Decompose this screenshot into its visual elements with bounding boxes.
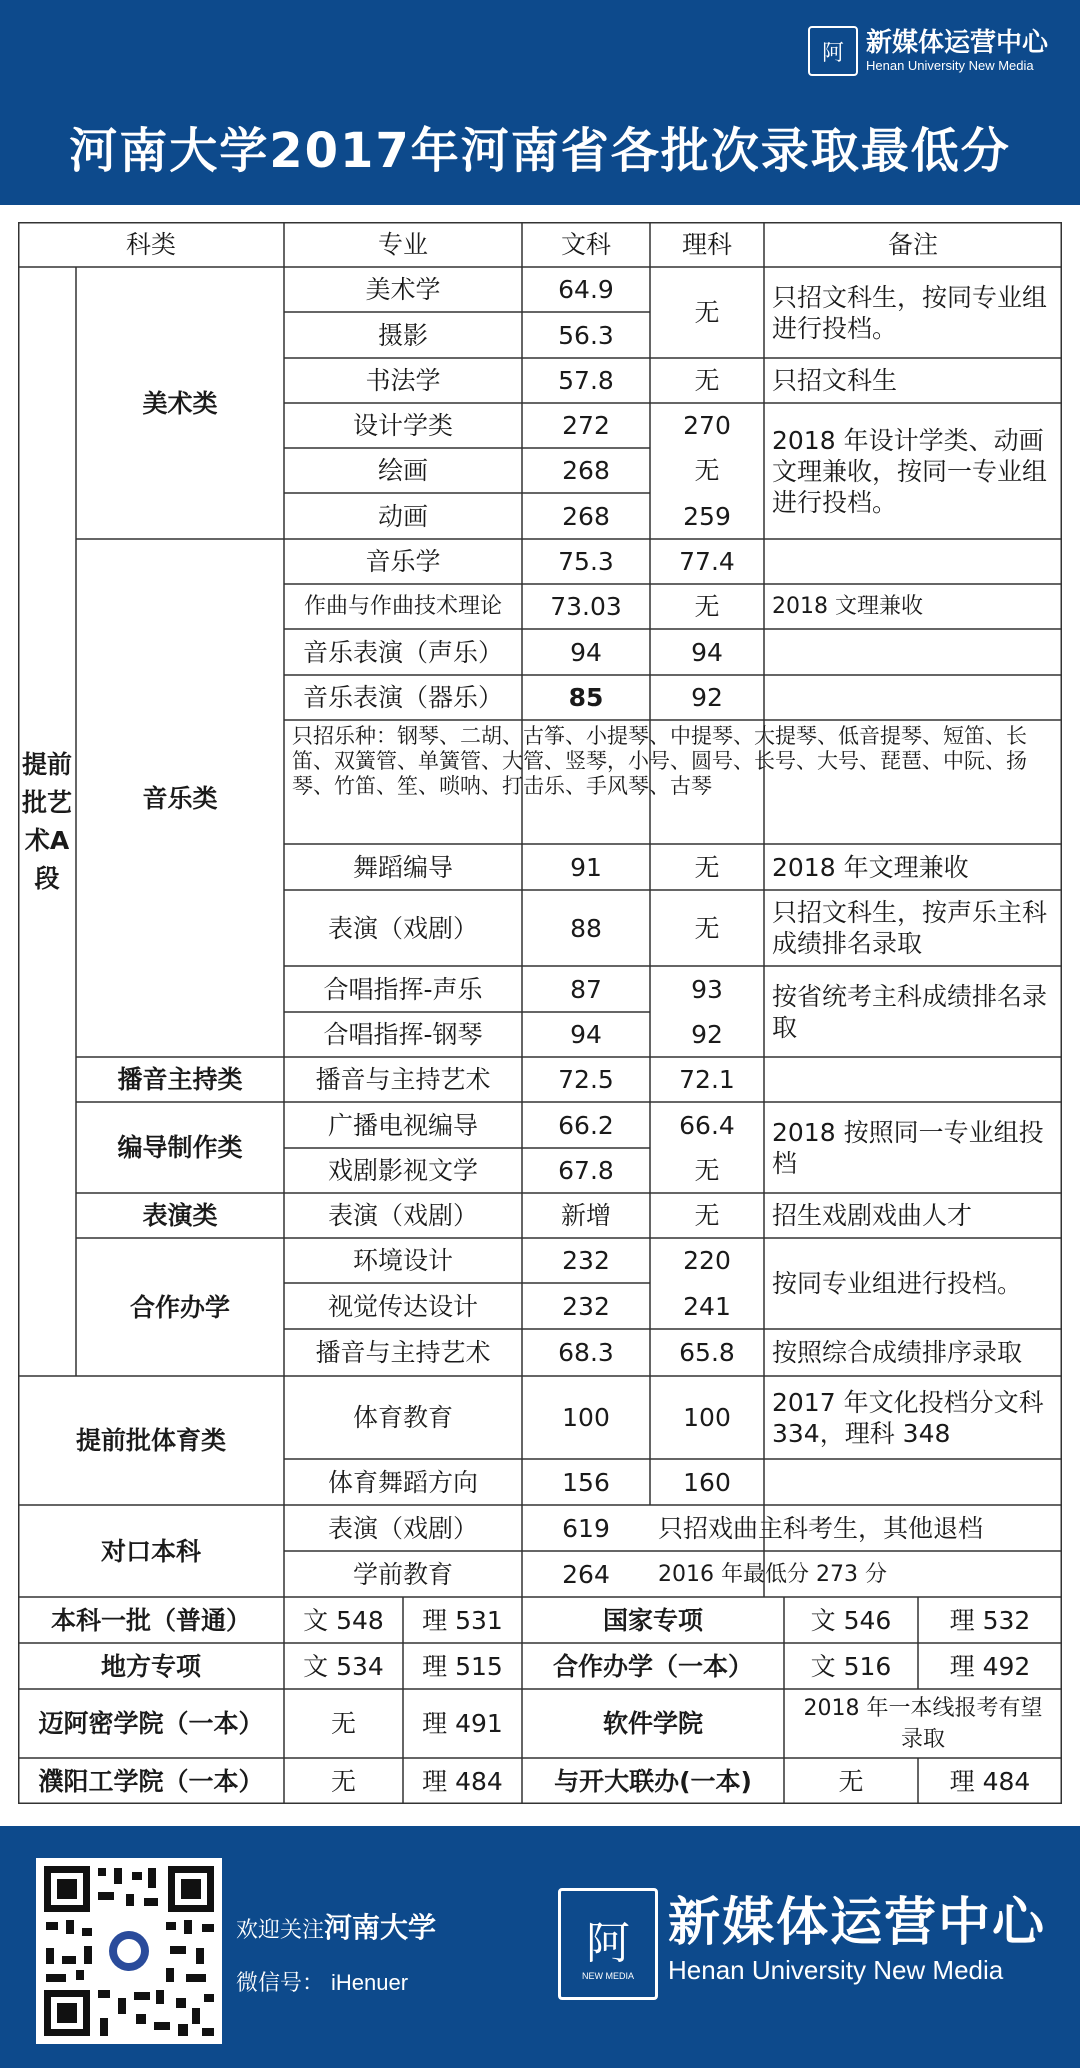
science-score: 160: [683, 1467, 731, 1497]
science-score: 259: [683, 501, 731, 531]
new-media-logo-large-icon: 阿 NEW MEDIA: [558, 1888, 658, 2000]
header-logo-text: 新媒体运营中心: [865, 28, 1048, 58]
major-cell: 体育教育: [352, 1403, 453, 1432]
major-cell: 合唱指挥-声乐: [323, 974, 483, 1004]
arts-score: 272: [562, 411, 610, 440]
arts-score: 57.8: [558, 366, 614, 395]
major-cell: 学前教育: [352, 1559, 453, 1589]
note-sports: 2017 年文化投档分文科 334，理科 348: [772, 1387, 1044, 1448]
summary-score: 文 516: [810, 1651, 892, 1681]
note-counterpart-preschool: 2016 年最低分 273 分: [658, 1561, 887, 1587]
arts-score: 100: [562, 1403, 610, 1432]
arts-score: 268: [562, 456, 610, 485]
arts-score: 156: [562, 1467, 610, 1497]
arts-score: 232: [562, 1246, 610, 1275]
brand-en: Henan University New Media: [668, 1955, 1004, 1985]
science-score: 94: [691, 637, 723, 667]
summary-score: 理 531: [422, 1605, 503, 1635]
major-cell: 合唱指挥-钢琴: [323, 1020, 483, 1049]
major-cell: 绘画: [377, 456, 428, 485]
note-fine-arts: 只招文科生，按同专业组进行投档。: [772, 282, 1048, 343]
arts-score: 88: [570, 913, 602, 943]
major-cell: 舞蹈编导: [352, 852, 453, 882]
major-cell: 设计学类: [352, 411, 453, 440]
summary-note: 2018 年一本线报考有望录取: [803, 1695, 1043, 1752]
summary-score: 理 491: [422, 1709, 503, 1738]
arts-score: 新增: [560, 1201, 611, 1230]
instrument-list-note: 只招乐种：钢琴、二胡、古筝、小提琴、中提琴、大提琴、低音提琴、短笛、长笛、双簧管、单簧管、大管、竖琴，小号、圆号、长号、大号、琵琶、中阮、扬琴、竹笛、笙、唢呐、打击乐、手风琴、古琴: [292, 724, 1027, 798]
header-major: 专业: [377, 230, 428, 259]
summary-score: 文 534: [303, 1651, 384, 1681]
summary-score: 无: [330, 1766, 356, 1796]
major-cell: 音乐表演（声乐）: [302, 637, 503, 667]
arts-score: 232: [562, 1291, 610, 1321]
major-cell: 广播电视编导: [327, 1110, 478, 1140]
logo-caption: NEW MEDIA: [581, 1971, 634, 1981]
arts-score: 67.8: [558, 1156, 614, 1185]
welcome-university: 河南大学: [324, 1911, 437, 1944]
header-category: 科类: [125, 230, 176, 259]
major-cell: 表演（戏剧）: [327, 1513, 478, 1543]
major-cell: 音乐学: [365, 547, 441, 576]
note-directing: 2018 按照同一专业组投档: [772, 1117, 1044, 1178]
arts-score: 94: [570, 637, 602, 667]
note-calligraphy: 只招文科生: [772, 366, 898, 395]
group-directing: 编导制作类: [117, 1133, 243, 1162]
summary-score: 理 515: [422, 1651, 503, 1681]
arts-score: 264: [562, 1559, 610, 1589]
footer-banner: [0, 1826, 1080, 2068]
group-broadcast: 播音主持类: [117, 1065, 243, 1094]
science-score: 无: [694, 366, 720, 395]
science-score: 66.4: [679, 1110, 735, 1140]
group-cooperative: 合作办学: [129, 1292, 230, 1322]
arts-score: 64.9: [558, 275, 614, 304]
summary-score: 文 546: [810, 1605, 892, 1635]
note-drama: 招生戏剧戏曲人才: [772, 1201, 973, 1230]
science-score: 92: [691, 1020, 723, 1049]
major-cell: 视觉传达设计: [327, 1291, 478, 1321]
group-counterpart: 对口本科: [100, 1536, 201, 1566]
note-performance: 只招文科生，按声乐主科成绩排名录取: [772, 898, 1048, 958]
science-score: 无: [694, 852, 720, 882]
summary-score: 文 548: [303, 1605, 384, 1635]
major-cell: 表演（戏剧）: [327, 913, 478, 943]
summary-name: 合作办学（一本）: [552, 1651, 753, 1681]
header-arts: 文科: [560, 230, 611, 259]
major-cell: 体育舞蹈方向: [327, 1467, 478, 1497]
page-title: 河南大学2017年河南省各批次录取最低分: [69, 123, 1011, 179]
header-science: 理科: [681, 230, 732, 259]
arts-score: 85: [568, 683, 604, 712]
science-score: 241: [683, 1291, 731, 1321]
admission-score-table: [18, 222, 1062, 1804]
summary-score: 理 492: [949, 1651, 1031, 1681]
major-cell: 播音与主持艺术: [315, 1338, 491, 1367]
major-cell: 作曲与作曲技术理论: [303, 594, 502, 619]
footer-welcome: [236, 1906, 436, 1946]
summary-name: 软件学院: [602, 1709, 703, 1738]
note-dance: 2018 年文理兼收: [772, 852, 969, 882]
summary-name: 国家专项: [602, 1605, 703, 1635]
summary-name: 地方专项: [100, 1651, 201, 1681]
arts-score: 619: [562, 1513, 610, 1543]
science-score: 100: [683, 1403, 731, 1432]
summary-score: 理 484: [949, 1766, 1031, 1796]
science-score: 220: [683, 1246, 731, 1275]
header-note: 备注: [887, 230, 938, 259]
science-score: 92: [691, 683, 723, 712]
major-cell: 书法学: [365, 366, 441, 395]
arts-score: 56.3: [558, 320, 614, 350]
science-score: 无: [694, 456, 720, 485]
science-score: 无: [694, 1201, 720, 1230]
brand-cn: 新媒体运营中心: [668, 1893, 1047, 1953]
science-score: 72.1: [679, 1065, 735, 1094]
note-chorus: 按省统考主科成绩排名录取: [772, 981, 1048, 1042]
summary-name: 濮阳工学院（一本）: [38, 1766, 264, 1796]
arts-score: 72.5: [558, 1065, 614, 1094]
science-score: 77.4: [679, 547, 735, 576]
arts-score: 91: [570, 852, 602, 882]
footer-brand: [668, 1892, 1046, 1986]
header-logo: [808, 26, 1048, 76]
science-score: 65.8: [679, 1338, 735, 1367]
summary-score: 无: [330, 1709, 356, 1738]
note-composition: 2018 文理兼收: [772, 594, 923, 619]
summary-name: 本科一批（普通）: [50, 1605, 251, 1635]
major-cell: 摄影: [377, 320, 428, 350]
footer-wechat: [236, 1966, 408, 1997]
arts-score: 68.3: [558, 1338, 614, 1367]
new-media-logo-icon: 阿: [808, 26, 858, 76]
wechat-label: 微信号：: [236, 1971, 325, 1996]
group-performance: 表演类: [142, 1201, 218, 1230]
header-logo-en: Henan University New Media: [865, 58, 1034, 73]
science-score: 93: [691, 974, 723, 1004]
wechat-id: iHenuer: [331, 1970, 409, 1995]
summary-score: 无: [838, 1766, 864, 1796]
qr-code-icon: [36, 1858, 222, 2044]
arts-score: 268: [562, 501, 610, 531]
arts-score: 75.3: [558, 547, 614, 576]
group-fine-arts: 美术类: [142, 388, 218, 418]
science-score: 无: [694, 592, 720, 621]
science-score: 270: [683, 411, 731, 440]
major-cell: 戏剧影视文学: [327, 1156, 478, 1185]
group-sports: 提前批体育类: [75, 1426, 226, 1455]
batch-art-a-label: 提前批艺术A段: [22, 750, 73, 893]
summary-name: 与开大联办(一本): [554, 1766, 752, 1796]
science-score: 无: [694, 1156, 720, 1185]
arts-score: 66.2: [558, 1110, 614, 1140]
major-cell: 表演（戏剧）: [327, 1201, 478, 1230]
arts-score: 94: [570, 1020, 602, 1049]
group-music: 音乐类: [142, 783, 218, 813]
note-design: 2018 年设计学类、动画文理兼收，按同一专业组进行投档。: [772, 425, 1048, 517]
summary-score: 理 532: [949, 1605, 1031, 1635]
summary-name: 迈阿密学院（一本）: [38, 1709, 264, 1738]
major-cell: 环境设计: [352, 1246, 453, 1275]
welcome-prefix: 欢迎关注: [236, 1918, 325, 1943]
arts-score: 73.03: [550, 592, 622, 621]
science-score: 无: [694, 913, 720, 943]
note-counterpart-performance: 只招戏曲主科考生，其他退档: [658, 1513, 984, 1543]
science-score: 无: [694, 298, 720, 327]
major-cell: 播音与主持艺术: [315, 1065, 491, 1094]
note-coop-broadcast: 按照综合成绩排序录取: [772, 1338, 1023, 1367]
major-cell: 动画: [377, 501, 428, 531]
major-cell: 音乐表演（器乐）: [302, 683, 503, 712]
arts-score: 87: [570, 974, 602, 1004]
summary-score: 理 484: [422, 1766, 503, 1796]
header-banner: [0, 0, 1080, 205]
note-environment: 按同专业组进行投档。: [772, 1269, 1023, 1298]
major-cell: 美术学: [365, 275, 441, 304]
